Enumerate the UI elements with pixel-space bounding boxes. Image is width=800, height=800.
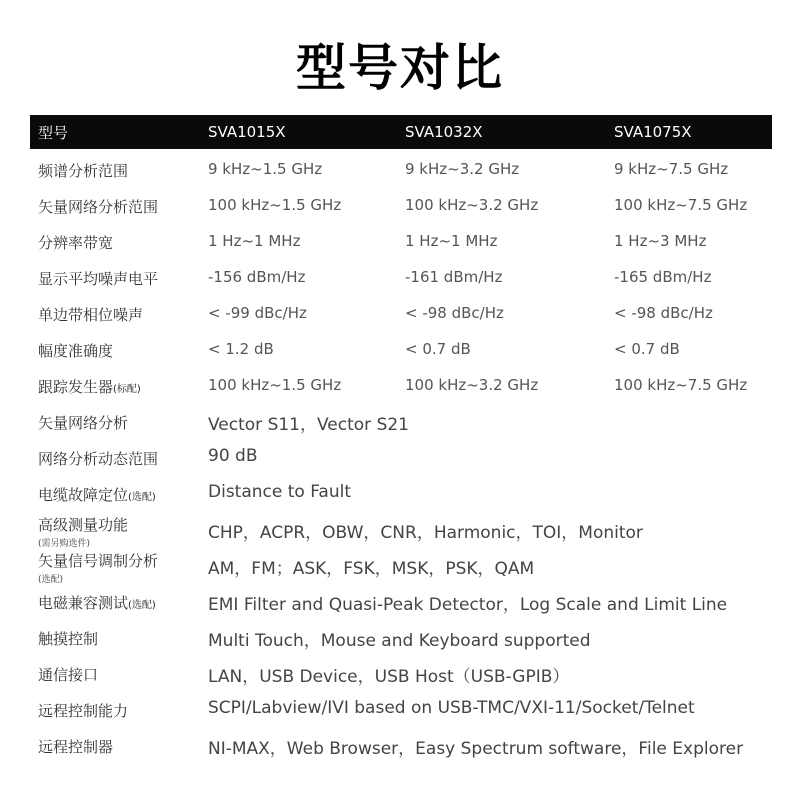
row-label: 高级测量功能: [38, 516, 129, 534]
table-row: [30, 691, 772, 727]
row-label: 电缆故障定位(选配): [38, 486, 156, 504]
row-label: 显示平均噪声电平: [38, 270, 159, 288]
table-row: [30, 259, 772, 295]
cell-value: 100 kHz~1.5 GHz: [208, 376, 342, 394]
cell-value: Multi Touch，Mouse and Keyboard supported: [208, 631, 591, 651]
row-note: (标配): [113, 384, 141, 395]
table-row: [30, 295, 772, 331]
cell-value: 100 kHz~7.5 GHz: [614, 376, 748, 394]
row-label: 网络分析动态范围: [38, 450, 159, 468]
cell-value: 9 kHz~1.5 GHz: [208, 160, 323, 178]
page-title: 型号对比: [296, 39, 504, 97]
table-row: [30, 223, 772, 259]
row-label: 单边带相位噪声: [38, 306, 144, 324]
table-row: [30, 583, 772, 619]
table-row: [30, 475, 772, 511]
cell-value: 9 kHz~7.5 GHz: [614, 160, 729, 178]
cell-value: 1 Hz~1 MHz: [405, 232, 498, 250]
cell-value: 1 Hz~1 MHz: [208, 232, 301, 250]
cell-value: < -99 dBc/Hz: [208, 304, 307, 322]
row-note: (选配): [128, 492, 156, 503]
table-header: [30, 115, 772, 149]
cell-value: AM，FM；ASK，FSK，MSK，PSK，QAM: [208, 559, 535, 579]
header-model-2: SVA1032X: [405, 123, 483, 141]
comparison-table: [30, 115, 772, 763]
row-label: 分辨率带宽: [38, 234, 114, 252]
row-label: 矢量网络分析范围: [38, 198, 159, 216]
row-sublabel: (需另购选件): [38, 539, 91, 549]
row-label: 远程控制器: [38, 738, 114, 756]
cell-value: EMI Filter and Quasi-Peak Detector，Log Scale and Limit Line: [208, 595, 728, 615]
cell-value: Distance to Fault: [208, 482, 352, 502]
table-row: [30, 367, 772, 403]
row-label: 频谱分析范围: [38, 162, 129, 180]
table-row: [30, 151, 772, 187]
header-model-1: SVA1015X: [208, 123, 286, 141]
cell-value: 100 kHz~1.5 GHz: [208, 196, 342, 214]
row-label: 通信接口: [38, 666, 99, 684]
cell-value: < 0.7 dB: [405, 340, 471, 358]
cell-value: Vector S11，Vector S21: [208, 415, 409, 435]
cell-value: 9 kHz~3.2 GHz: [405, 160, 520, 178]
row-label: 电磁兼容测试(选配): [38, 594, 156, 612]
cell-value: LAN，USB Device，USB Host（USB-GPIB）: [208, 667, 570, 687]
table-row: [30, 727, 772, 763]
cell-value: 100 kHz~7.5 GHz: [614, 196, 748, 214]
table-row: [30, 655, 772, 691]
header-model-3: SVA1075X: [614, 123, 692, 141]
table-row: [30, 187, 772, 223]
row-sublabel: (选配): [38, 575, 64, 585]
cell-value: NI-MAX，Web Browser，Easy Spectrum software，File Explorer: [208, 739, 744, 759]
cell-value: < -98 dBc/Hz: [405, 304, 504, 322]
header-label: 型号: [38, 123, 69, 142]
cell-value: < -98 dBc/Hz: [614, 304, 713, 322]
cell-value: 100 kHz~3.2 GHz: [405, 196, 539, 214]
cell-value: 1 Hz~3 MHz: [614, 232, 707, 250]
table-row: [30, 403, 772, 439]
row-label: 远程控制能力: [38, 702, 129, 720]
cell-value: 90 dB: [208, 446, 258, 466]
row-label: 幅度准确度: [38, 342, 114, 360]
table-row: [30, 439, 772, 475]
cell-value: -161 dBm/Hz: [405, 268, 503, 286]
cell-value: < 1.2 dB: [208, 340, 274, 358]
row-label: 触摸控制: [38, 630, 99, 648]
table-body: [30, 151, 772, 763]
cell-value: -165 dBm/Hz: [614, 268, 712, 286]
row-label: 矢量网络分析: [38, 414, 129, 432]
cell-value: CHP，ACPR，OBW，CNR，Harmonic，TOI，Monitor: [208, 523, 643, 543]
table-row: [30, 547, 772, 583]
cell-value: -156 dBm/Hz: [208, 268, 306, 286]
cell-value: 100 kHz~3.2 GHz: [405, 376, 539, 394]
table-row: [30, 619, 772, 655]
row-label: 跟踪发生器(标配): [38, 378, 141, 396]
table-row: [30, 331, 772, 367]
cell-value: < 0.7 dB: [614, 340, 680, 358]
row-note: (选配): [128, 600, 156, 611]
cell-value: SCPI/Labview/IVI based on USB-TMC/VXI-11/Socket/Telnet: [208, 698, 695, 718]
table-row: [30, 511, 772, 547]
row-label: 矢量信号调制分析: [38, 552, 159, 570]
